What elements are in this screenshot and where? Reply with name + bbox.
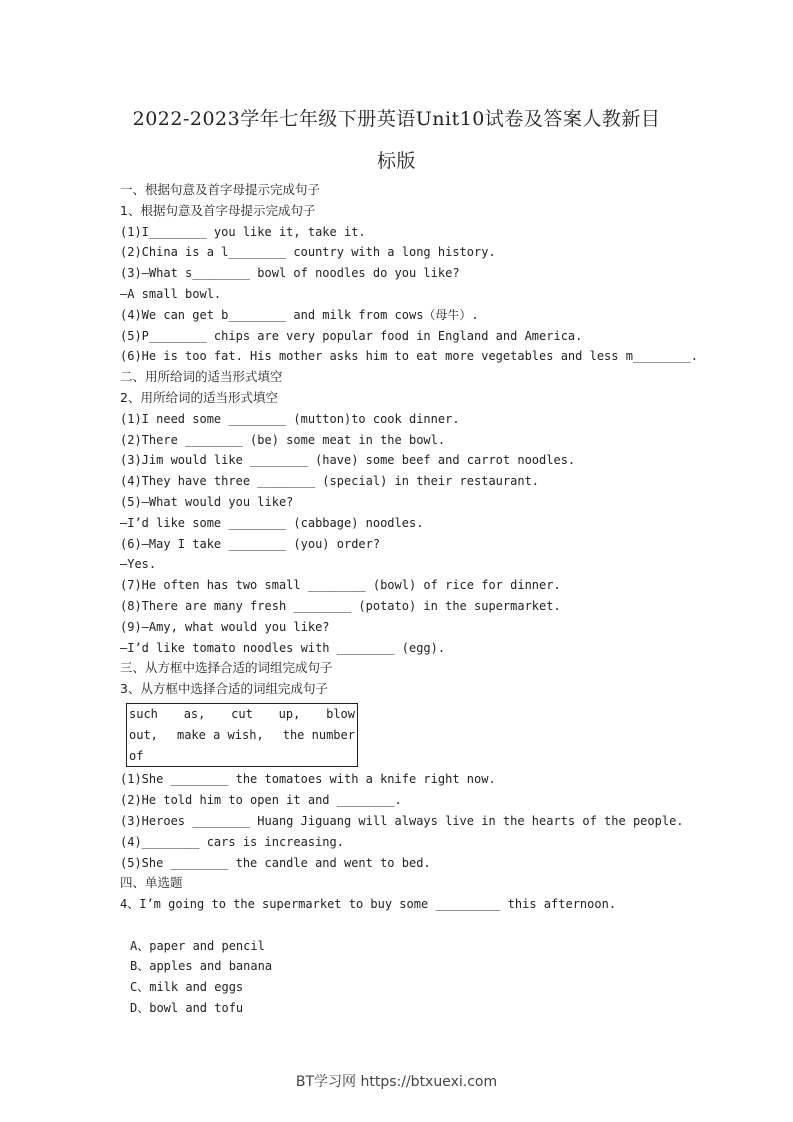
question-line: (2)There ________ (be) some meat in the bowl. bbox=[120, 432, 446, 447]
word-box-row-1 bbox=[129, 704, 355, 725]
word-box bbox=[126, 703, 358, 767]
section-2-subheading: 2、用所给词的适当形式填空 bbox=[120, 389, 278, 405]
word-box-word: of bbox=[129, 748, 144, 763]
question-line: (1)She ________ the tomatoes with a knife right now. bbox=[120, 772, 496, 787]
word-box-word: make a wish, bbox=[176, 727, 264, 742]
word-box-row-2 bbox=[129, 725, 355, 746]
question-line: (6)—May I take ________ (you) order? bbox=[120, 536, 381, 551]
question-line: (5)—What would you like? bbox=[120, 494, 294, 509]
exam-content bbox=[120, 180, 698, 1019]
question-line: (6)He is too fat. His mother asks him to eat more vegetables and less m________. bbox=[120, 349, 698, 364]
answer-option: C、milk and eggs bbox=[130, 980, 244, 995]
spacer bbox=[120, 915, 680, 936]
word-box-word: the number bbox=[282, 727, 355, 742]
question-line: (8)There are many fresh ________ (potato) in the supermarket. bbox=[120, 598, 561, 613]
question-line: (4)They have three ________ (special) in their restaurant. bbox=[120, 474, 540, 489]
question-line: (3)Jim would like ________ (have) some beef and carrot noodles. bbox=[120, 453, 576, 468]
question-line: (5)She ________ the candle and went to bed. bbox=[120, 855, 431, 870]
word-box-word: up, bbox=[278, 706, 301, 721]
question-line: (4)We can get b________ and milk from cows（母牛）. bbox=[120, 307, 479, 322]
question-line: (2)China is a l________ country with a long history. bbox=[120, 245, 496, 260]
document-title-line-2: 标版 bbox=[376, 150, 416, 172]
question-line: (9)—Amy, what would you like? bbox=[120, 619, 330, 634]
question-line: —I’d like tomato noodles with ________ (egg). bbox=[120, 640, 446, 655]
section-2-heading: 二、用所给词的适当形式填空 bbox=[120, 369, 283, 385]
word-box-word: blow bbox=[326, 706, 355, 721]
question-line: (4)________ cars is increasing. bbox=[120, 834, 344, 849]
section-3-heading: 三、从方框中选择合适的词组完成句子 bbox=[120, 660, 333, 676]
footer-watermark: BT学习网 https://btxuexi.com bbox=[295, 1074, 498, 1090]
word-box-row-3 bbox=[129, 746, 355, 767]
question-line: —A small bowl. bbox=[120, 286, 222, 301]
document-title-line-1: 2022-2023学年七年级下册英语Unit10试卷及答案人教新目 bbox=[132, 108, 661, 130]
section-4-heading: 四、单选题 bbox=[120, 875, 183, 891]
answer-option: D、bowl and tofu bbox=[130, 1001, 244, 1016]
question-line: (3)Heroes ________ Huang Jiguang will always live in the hearts of the people. bbox=[120, 813, 684, 828]
question-line: (2)He told him to open it and ________. bbox=[120, 793, 402, 808]
answer-option: B、apples and banana bbox=[130, 959, 273, 974]
section-1-subheading: 1、根据句意及首字母提示完成句子 bbox=[120, 202, 316, 218]
question-line: (1)I________ you like it, take it. bbox=[120, 224, 366, 239]
word-box-word: out, bbox=[129, 727, 158, 742]
section-3-subheading: 3、从方框中选择合适的词组完成句子 bbox=[120, 681, 328, 697]
question-line: 4、I’m going to the supermarket to buy some _________ this afternoon. bbox=[120, 897, 617, 912]
word-box-word: cut bbox=[231, 706, 253, 721]
word-box-word: as, bbox=[183, 706, 206, 721]
answer-option: A、paper and pencil bbox=[130, 938, 265, 953]
question-line: (7)He often has two small ________ (bowl) of rice for dinner. bbox=[120, 578, 561, 593]
question-line: —I’d like some ________ (cabbage) noodles. bbox=[120, 515, 424, 530]
word-box-word: such bbox=[129, 706, 158, 721]
question-line: (1)I need some ________ (mutton)to cook dinner. bbox=[120, 411, 460, 426]
question-line: —Yes. bbox=[120, 557, 157, 572]
question-line: (3)—What s________ bowl of noodles do you like? bbox=[120, 266, 460, 281]
section-1-heading: 一、根据句意及首字母提示完成句子 bbox=[120, 182, 321, 197]
question-line: (5)P________ chips are very popular food in England and America. bbox=[120, 328, 583, 343]
